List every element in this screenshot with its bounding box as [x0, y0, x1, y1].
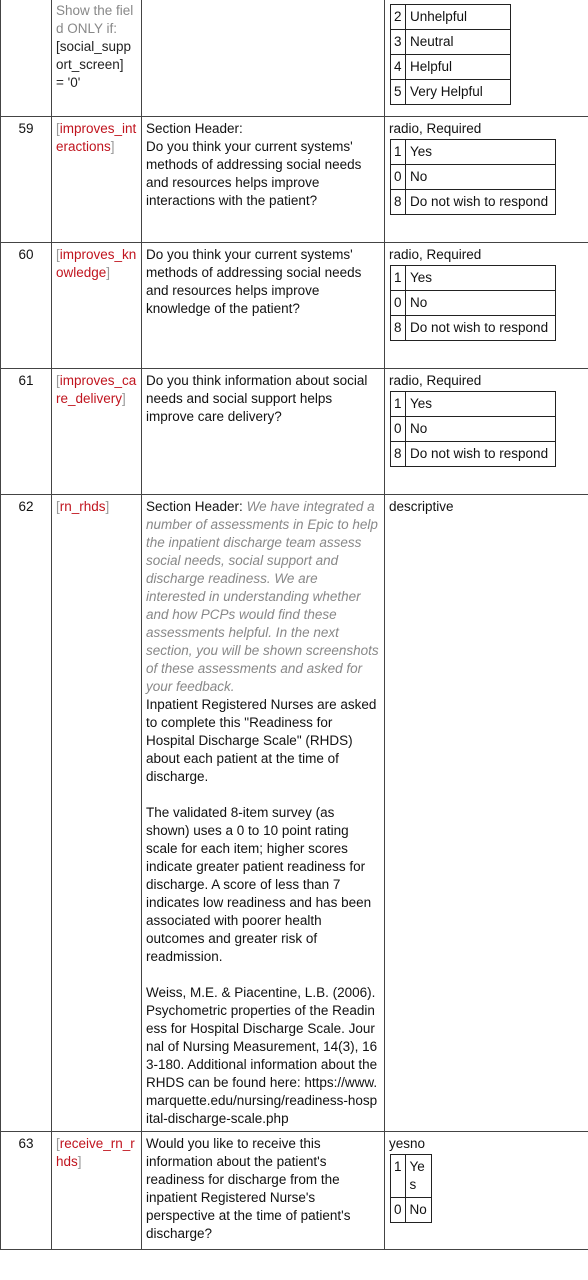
choice-row — [391, 140, 556, 165]
field-type: radio, Required — [389, 247, 482, 262]
field-type: radio, Required — [389, 121, 482, 136]
choices-table — [390, 139, 556, 215]
field-type: descriptive — [389, 499, 454, 514]
variable-name: [rn_rhds] — [52, 495, 142, 1132]
choice-label: Neutral — [406, 30, 511, 55]
field-attributes — [385, 117, 588, 243]
description-paragraph: Inpatient Registered Nurses are asked to complete this "Readiness for Hospital Discharge Scale" (RHDS) about each patient at the time of discharge. — [146, 697, 377, 784]
choice-row — [391, 1198, 432, 1223]
choice-row — [391, 392, 556, 417]
question-text: Do you think your current systems' methods of addressing social needs and resources helps improve knowledge of the patient? — [146, 247, 362, 316]
field-type: radio, Required — [389, 373, 482, 388]
question-text: Do you think your current systems' methods of addressing social needs and resources helps improve interactions with the patient? — [146, 139, 362, 208]
choice-code: 8 — [391, 442, 406, 467]
field-attributes — [385, 0, 588, 117]
choice-row — [391, 442, 556, 467]
choice-code: 0 — [391, 291, 406, 316]
choices-table — [390, 265, 556, 341]
choice-label: No — [405, 1198, 431, 1223]
choice-label: No — [406, 417, 556, 442]
choice-code: 2 — [391, 5, 406, 30]
choice-code: 4 — [391, 55, 406, 80]
description-paragraph: The validated 8-item survey (as shown) uses a 0 to 10 point rating scale for each item; higher scores indicate greater patient readiness for discharge. A score of less than 7 indicates low readiness and has been associated with poorer health outcomes and greater risk of readmission. — [146, 805, 372, 964]
row-number: 60 — [1, 243, 52, 369]
choice-row — [391, 165, 556, 190]
choice-label: Yes — [406, 392, 556, 417]
branching-text: [social_supp — [56, 39, 132, 54]
choice-row — [391, 417, 556, 442]
row-number — [1, 0, 52, 117]
choice-label: Unhelpful — [406, 5, 511, 30]
choice-code: 5 — [391, 80, 406, 105]
choice-code: 1 — [391, 140, 406, 165]
variable-name: [improves_care_delivery] — [52, 369, 142, 495]
choice-code: 0 — [391, 1198, 406, 1223]
choice-row — [391, 190, 556, 215]
field-label — [142, 243, 385, 369]
choice-row — [391, 291, 556, 316]
choice-code: 0 — [391, 417, 406, 442]
choices-table — [390, 391, 556, 467]
branching-logic: Show the fiel d ONLY if: [social_supp ort_screen] = '0' — [52, 0, 142, 117]
choice-code: 1 — [391, 392, 406, 417]
field-attributes — [385, 243, 588, 369]
variable-name: [improves_interactions] — [52, 117, 142, 243]
section-header-label: Section Header: — [146, 499, 243, 514]
table-row — [1, 495, 588, 1132]
choice-row — [391, 55, 511, 80]
choice-row — [391, 266, 556, 291]
choice-label: Yes — [406, 140, 556, 165]
choice-label: Yes — [405, 1155, 431, 1198]
table-row — [1, 1132, 588, 1250]
field-label — [142, 1132, 385, 1250]
question-text: Would you like to receive this information about the patient's readiness for discharge from the inpatient Registered Nurse's perspective at the time of patient's discharge? — [146, 1136, 351, 1241]
choice-code: 8 — [391, 316, 406, 341]
choice-label: Do not wish to respond — [406, 190, 556, 215]
table-row — [1, 0, 588, 117]
choice-row — [391, 30, 511, 55]
choice-code: 8 — [391, 190, 406, 215]
choice-label: No — [406, 165, 556, 190]
section-header-label: Section Header: — [146, 121, 243, 136]
choice-row — [391, 5, 511, 30]
row-number: 59 — [1, 117, 52, 243]
choice-code: 0 — [391, 165, 406, 190]
choice-row — [391, 316, 556, 341]
choices-table — [390, 1154, 432, 1223]
row-number: 62 — [1, 495, 52, 1132]
field-type: yesno — [389, 1136, 426, 1151]
field-label — [142, 495, 385, 1132]
field-attributes — [385, 369, 588, 495]
choice-row — [391, 1155, 432, 1198]
field-attributes — [385, 1132, 588, 1250]
choice-code: 3 — [391, 30, 406, 55]
field-attributes — [385, 495, 588, 1132]
choice-label: Helpful — [406, 55, 511, 80]
choice-label: No — [406, 291, 556, 316]
row-number: 61 — [1, 369, 52, 495]
field-label — [142, 369, 385, 495]
choice-label: Do not wish to respond — [406, 442, 556, 467]
choice-label: Yes — [406, 266, 556, 291]
field-label — [142, 117, 385, 243]
question-text: Do you think information about social needs and social support helps improve care delivery? — [146, 373, 368, 424]
section-header-note: We have integrated a number of assessments in Epic to help the inpatient discharge team assess social needs, social support and discharge readiness. We are interested in understanding whether and how PCPs would find these assessments helpful. In the next section, you will be shown screenshots of these assessments and asked for your feedback. — [146, 499, 379, 694]
variable-name: [receive_rn_rhds] — [52, 1132, 142, 1250]
field-label — [142, 0, 385, 117]
variable-name: [improves_knowledge] — [52, 243, 142, 369]
table-row — [1, 117, 588, 243]
choice-code: 1 — [391, 266, 406, 291]
choice-label: Do not wish to respond — [406, 316, 556, 341]
citation-paragraph: Weiss, M.E. & Piacentine, L.B. (2006). Psychometric properties of the Readiness for Hospital Discharge Scale. Journal of Nursing Measurement, 14(3), 163-180. Additional information about the RHDS can be found here: https://www.marquette.edu/nursing/readiness-hospital-discharge-scale.php — [146, 985, 378, 1126]
table-row — [1, 369, 588, 495]
choice-row — [391, 80, 511, 105]
choice-code: 1 — [391, 1155, 406, 1198]
choice-label: Very Helpful — [406, 80, 511, 105]
choices-table — [390, 4, 511, 105]
table-row — [1, 243, 588, 369]
row-number: 63 — [1, 1132, 52, 1250]
